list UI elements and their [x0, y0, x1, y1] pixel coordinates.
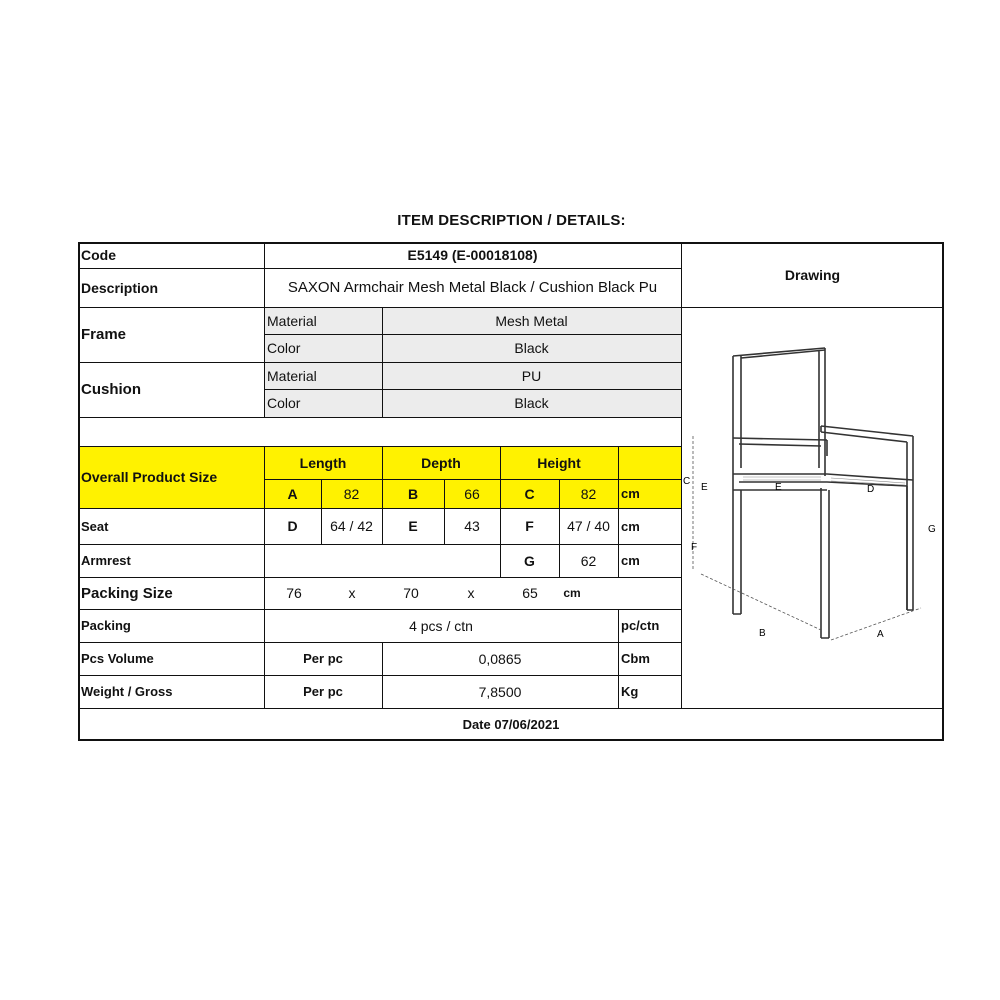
leg-front [821, 488, 829, 638]
depth-header: Depth [421, 454, 461, 471]
packing-label: Packing [81, 618, 131, 633]
page-title: ITEM DESCRIPTION / DETAILS: [397, 212, 626, 229]
item-details-sheet [78, 242, 944, 741]
pcs-volume-value: 0,0865 [478, 650, 522, 667]
dim-a-value: 82 [343, 485, 360, 502]
frame-material-label: Material [267, 312, 317, 329]
dim-b-value: 66 [464, 485, 480, 502]
dim-e-value: 43 [464, 518, 480, 534]
vline [618, 446, 619, 577]
vline [444, 479, 445, 544]
hline [264, 389, 681, 390]
hline [78, 446, 681, 447]
chair-drawing [681, 308, 942, 708]
vline [382, 307, 383, 417]
hline [78, 609, 681, 610]
frame-color-value: Black [514, 340, 549, 356]
armrest-left [733, 438, 827, 456]
dim-b-letter: B [407, 485, 419, 502]
packing-size-width: 70 [403, 585, 419, 601]
packing-value: 4 pcs / ctn [409, 617, 473, 634]
cushion-material-value: PU [521, 367, 542, 384]
pcs-volume-per: Per pc [303, 651, 343, 666]
cushion-color-label: Color [267, 395, 301, 411]
dim-g-letter: G [524, 552, 535, 569]
cushion-label: Cushion [81, 381, 141, 398]
pcs-volume-unit: Cbm [621, 651, 650, 666]
armrest-label: Armrest [81, 553, 131, 568]
packing-size-label: Packing Size [81, 584, 173, 602]
backrest-frame [733, 348, 825, 476]
dim-f-value: 47 / 40 [567, 518, 610, 534]
hline [78, 642, 681, 643]
hline [78, 544, 681, 545]
dim-d-letter: D [287, 518, 298, 534]
border-right [942, 242, 944, 741]
dim-e-letter: E [408, 518, 418, 534]
frame-color-label: Color [267, 340, 301, 356]
drawing-label: Drawing [784, 267, 841, 283]
height-header: Height [537, 454, 581, 471]
vline [618, 609, 619, 708]
packing-size-x1: x [348, 585, 356, 601]
hline [78, 708, 944, 709]
frame-label: Frame [81, 326, 127, 343]
border-top [78, 242, 944, 244]
pcs-volume-label: Pcs Volume [81, 651, 154, 666]
length-header: Length [299, 454, 347, 471]
overall-unit: cm [621, 486, 640, 501]
dim-label-e2: E [775, 482, 782, 493]
vline [321, 479, 322, 544]
hline [78, 508, 681, 509]
dim-c-letter: C [524, 485, 535, 502]
hline [78, 577, 681, 578]
description-label: Description [81, 279, 159, 296]
armrest-right [821, 426, 913, 610]
dim-f-letter: F [525, 518, 534, 534]
dim-label-c: C [683, 476, 691, 487]
description-value: SAXON Armchair Mesh Metal Black / Cushion Black Pu [287, 279, 658, 296]
dim-label-d: D [867, 484, 875, 495]
packing-size-height: 65 [522, 585, 538, 601]
seat-unit: cm [621, 518, 640, 534]
dim-label-a: A [877, 629, 884, 640]
hline [78, 268, 681, 269]
dim-g-value: 62 [580, 552, 597, 569]
frame-material-value: Mesh Metal [495, 312, 568, 329]
code-value: E5149 (E-00018108) [407, 247, 538, 263]
vline [382, 446, 383, 544]
cushion-color-value: Black [514, 395, 549, 411]
leg-left [733, 476, 741, 614]
weight-value: 7,8500 [478, 683, 522, 700]
packing-size-unit: cm [563, 586, 581, 600]
dim-label-f: F [691, 542, 698, 553]
dim-c-value: 82 [580, 485, 597, 502]
hline [264, 334, 681, 335]
hline [78, 362, 681, 363]
packing-size-x2: x [467, 585, 475, 601]
vline [559, 479, 560, 577]
dim-d-value: 64 / 42 [330, 518, 373, 534]
dim-label-e: E [701, 482, 708, 493]
vline [382, 642, 383, 708]
vline [264, 242, 265, 417]
border-left [78, 242, 80, 741]
seat-label: Seat [81, 518, 109, 534]
weight-label: Weight / Gross [81, 684, 173, 699]
dim-a-letter: A [287, 485, 298, 502]
weight-per: Per pc [303, 684, 343, 699]
vline [500, 446, 501, 544]
armrest-unit: cm [621, 553, 640, 568]
vline [264, 446, 265, 708]
dim-label-b: B [759, 628, 766, 639]
dimension-lines [693, 436, 921, 640]
date-footer: Date 07/06/2021 [462, 717, 560, 732]
cushion-material-label: Material [267, 367, 317, 384]
dim-label-g: G [928, 524, 936, 535]
hline [78, 417, 681, 418]
packing-size-length: 76 [286, 585, 302, 601]
border-bottom [78, 739, 944, 741]
code-label: Code [81, 247, 116, 263]
hline [78, 675, 681, 676]
packing-unit: pc/ctn [621, 618, 660, 633]
weight-unit: Kg [621, 684, 639, 699]
vline [500, 544, 501, 577]
overall-size-label: Overall Product Size [81, 469, 218, 485]
